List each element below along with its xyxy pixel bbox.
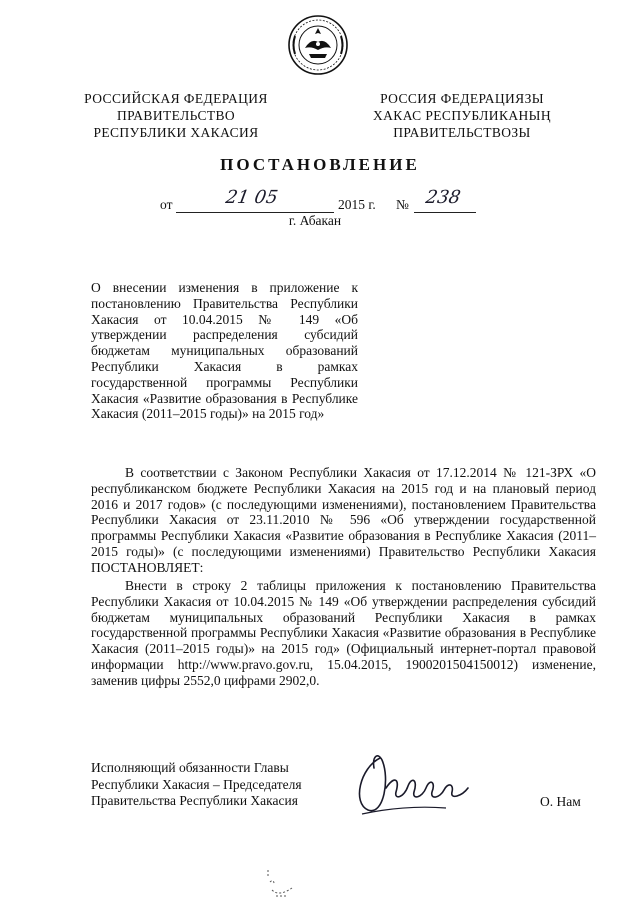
date-prefix: от: [160, 197, 173, 212]
scribble-mark: [262, 866, 302, 900]
header-right-line: ХАКАС РЕСПУБЛИКАНЫҢ: [373, 108, 551, 123]
header-left-line: РЕСПУБЛИКИ ХАКАСИЯ: [93, 125, 259, 140]
handwritten-signature: [350, 748, 520, 823]
city-text: г. Абакан: [288, 213, 342, 228]
document-title: ПОСТАНОВЛЕНИЕ: [220, 155, 420, 174]
coat-of-arms-icon: [287, 14, 349, 76]
handwritten-date: 21 05: [224, 187, 280, 208]
header-right-line: ПРАВИТЕЛЬСТВОЗЫ: [393, 125, 531, 140]
city-line: [0, 213, 640, 229]
body-paragraph-1: В соответствии с Законом Республики Хакасия от 17.12.2014 № 121-ЗРХ «О республиканском бюджете Республики Хакасия на 2015 год и на плановый период 2016 и 2017 годов» (с последующими изменениями), постановлением Правительства Республики Хакасия от 23.11.2010 № 596 «Об утверждении государственной программы Республики Хакасия «Развитие образования в Республике Хакасия (2011–2015 годы)» (с последующими изменениями) Правительство Республики Хакасия ПОСТАНОВЛЯЕТ:: [91, 465, 596, 575]
signatory-title-line: Республики Хакасия – Председателя: [91, 776, 302, 792]
header-right-block: [362, 90, 562, 141]
year-text: 2015 г.: [338, 197, 376, 212]
handwritten-number: 238: [424, 187, 463, 208]
header-left-line: РОССИЙСКАЯ ФЕДЕРАЦИЯ: [84, 91, 268, 106]
document-subject: О внесении изменения в приложение к постановлению Правительства Республики Хакасия от 10.04.2015 № 149 «Об утверждении распределения субсидий бюджетам муниципальных образований Республики Хакасия в рамках государственной программы Республики Хакасия «Развитие образования в Республике Хакасия (2011–2015 годы)» на 2015 год»: [91, 280, 358, 422]
header-left-block: [76, 90, 276, 141]
signatory-title-line: Правительства Республики Хакасия: [91, 793, 298, 808]
signatory-title: [91, 760, 302, 810]
signatory-title-line: Исполняющий обязанности Главы: [91, 760, 289, 775]
body-paragraph-2: Внести в строку 2 таблицы приложения к постановлению Правительства Республики Хакасия от 10.04.2015 № 149 «Об утверждении распределения субсидий бюджетам муниципальных образований Республики Хакасия в рамках государственной программы Республики Хакасия «Развитие образования в Республике Хакасия (2011–2015 годы)» на 2015 год» (Официальный интернет-портал правовой информации http://www.pravo.gov.ru, 15.04.2015, 1900201504150012) изменение, заменив цифры 2552,0 цифрами 2902,0.: [91, 578, 596, 688]
signatory-name: О. Нам: [540, 794, 581, 809]
header-right-line: РОССИЯ ФЕДЕРАЦИЯЗЫ: [380, 91, 544, 106]
header-left-line: ПРАВИТЕЛЬСТВО: [116, 108, 236, 123]
number-sign: №: [396, 197, 409, 212]
